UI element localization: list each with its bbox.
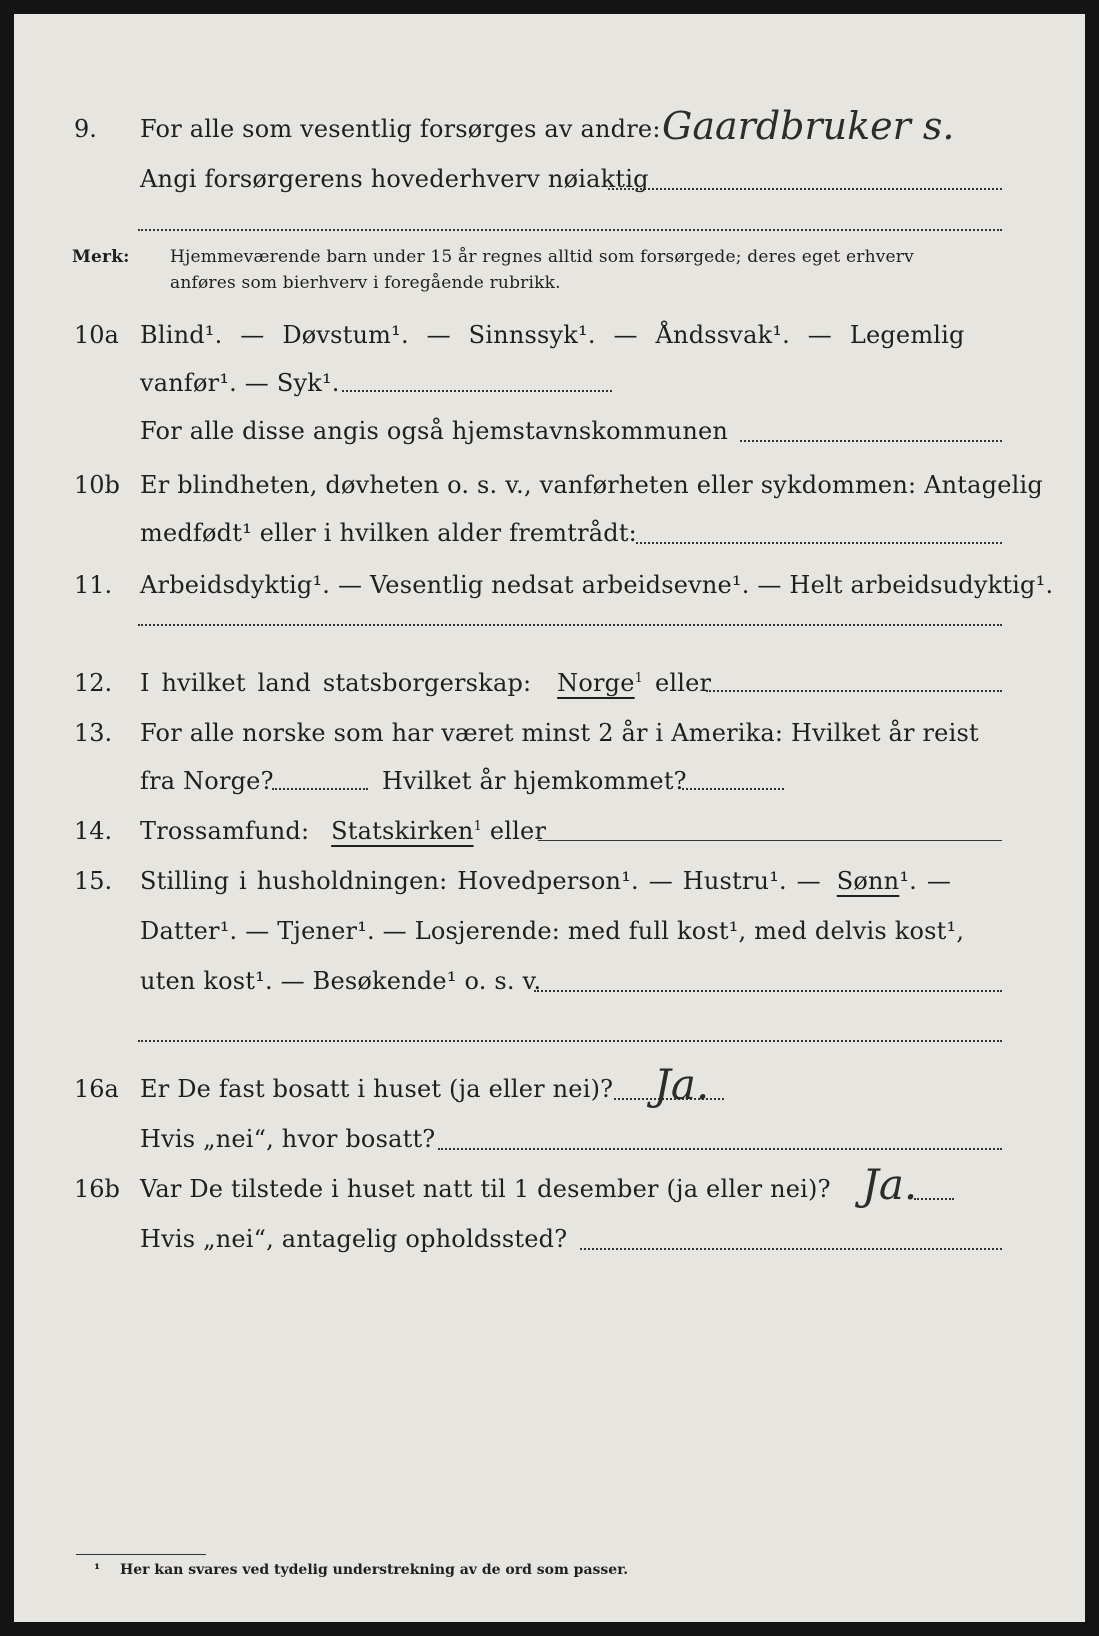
merk-label: Merk: [72, 247, 130, 267]
q9-number: 9. [74, 115, 97, 143]
footnote-text: Her kan svares ved tydelig understrekning av de ord som passer. [120, 1562, 629, 1578]
q10b-line1: Er blindheten, døvheten o. s. v., vanførheten eller sykdommen: Antagelig [140, 471, 1043, 499]
q12-post: eller [654, 669, 712, 697]
q10a-number: 10a [74, 321, 119, 349]
q16b-answer-handwritten[interactable]: Ja. [862, 1160, 918, 1209]
q15-line1 [140, 866, 951, 896]
footnote-mark: ¹ [94, 1562, 101, 1578]
q13-reist-line [272, 788, 368, 790]
q10a-line3: For alle disse angis også hjemstavnskommunen [140, 417, 729, 445]
q15-option-sonn[interactable]: Sønn [836, 867, 900, 895]
q14-footnote-mark: 1 [473, 819, 483, 834]
census-form-page [14, 14, 1085, 1622]
q11-number: 11. [74, 571, 113, 599]
q15-blank-line [138, 1040, 1002, 1042]
q12-option-norge[interactable]: Norge [557, 669, 635, 697]
q16b-number: 16b [74, 1175, 120, 1203]
q10b-number: 10b [74, 471, 120, 499]
q12-number: 12. [74, 669, 113, 697]
q14-pre: Trossamfund: [140, 817, 310, 845]
q15-line1a: Stilling i husholdningen: Hovedperson¹. — Hustru¹. — [140, 867, 821, 895]
q15-number: 15. [74, 867, 113, 895]
q14-option-statskirken[interactable]: Statskirken [331, 817, 474, 845]
q12-question [140, 668, 711, 698]
q10b-line2: medfødt¹ eller i hvilken alder fremtrådt: [140, 519, 637, 547]
q13-line1: For alle norske som har været minst 2 år i Amerika: Hvilket år reist [140, 719, 979, 747]
q12-pre: I hvilket land statsborgerskap: [140, 669, 532, 697]
q9-answer-handwritten[interactable]: Gaardbruker s. [662, 104, 955, 148]
merk-line2: anføres som bierhverv i foregående rubrikk. [170, 273, 561, 293]
q16b-opholdssted-line [580, 1248, 1002, 1250]
q16a-bosatt-line [438, 1148, 1002, 1150]
footnote-rule [76, 1554, 206, 1555]
q13-hjemkommet-line [682, 788, 784, 790]
q14-question [140, 816, 546, 846]
q9-answer-line [608, 188, 1002, 190]
q15-line2: Datter¹. — Tjener¹. — Losjerende: med full kost¹, med delvis kost¹, [140, 917, 965, 945]
q10b-answer-line [636, 542, 1002, 544]
q14-post: eller [489, 817, 547, 845]
q11-line1: Arbeidsdyktig¹. — Vesentlig nedsat arbeidsevne¹. — Helt arbeidsudyktig¹. [140, 571, 1054, 599]
q11-blank-line [138, 624, 1002, 626]
q16a-answer-handwritten[interactable]: Ja. [654, 1060, 710, 1109]
q16a-line2: Hvis „nei“, hvor bosatt? [140, 1125, 436, 1153]
q9-blank-line [138, 229, 1002, 231]
q15-line3: uten kost¹. — Besøkende¹ o. s. v. [140, 967, 542, 995]
q13-number: 13. [74, 719, 113, 747]
q13-line2b: Hvilket år hjemkommet? [382, 767, 687, 795]
q14-number: 14. [74, 817, 113, 845]
q10a-answer-line [342, 390, 612, 392]
q15-answer-line [534, 990, 1002, 992]
q16b-answer-line [914, 1198, 954, 1200]
q16b-line1: Var De tilstede i huset natt til 1 desember (ja eller nei)? [140, 1175, 831, 1203]
q15-line1b: ¹. — [899, 867, 952, 895]
q9-line2: Angi forsørgerens hovederhverv nøiaktig [140, 165, 649, 193]
q16a-number: 16a [74, 1075, 119, 1103]
q9-line1: For alle som vesentlig forsørges av andre: [140, 115, 661, 143]
q16a-line1: Er De fast bosatt i huset (ja eller nei)? [140, 1075, 614, 1103]
merk-line1: Hjemmeværende barn under 15 år regnes alltid som forsørgede; deres eget erhverv [170, 247, 914, 267]
q10a-line1: Blind¹. — Døvstum¹. — Sinnssyk¹. — Åndssvak¹. — Legemlig [140, 321, 965, 349]
q14-answer-line [538, 840, 1002, 841]
q10a-hjemstavn-line [740, 440, 1002, 442]
q13-line2a: fra Norge? [140, 767, 274, 795]
q12-footnote-mark: 1 [634, 671, 644, 686]
q10a-line2: vanfør¹. — Syk¹. [140, 369, 340, 397]
q16b-line2: Hvis „nei“, antagelig opholdssted? [140, 1225, 568, 1253]
q12-answer-line [706, 690, 1002, 692]
